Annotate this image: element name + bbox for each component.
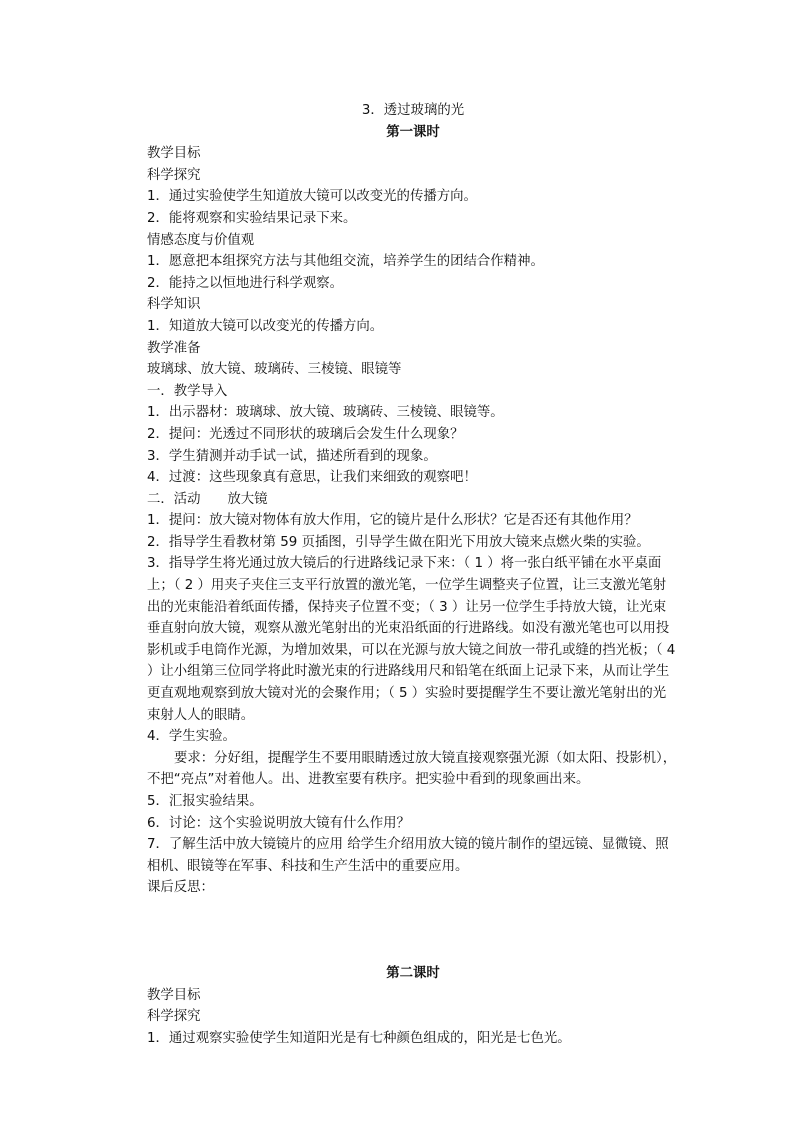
subsection-heading: 科学探究 [147, 1009, 201, 1025]
objective-item: 1．通过实验使学生知道放大镜可以改变光的传播方向。 [147, 189, 477, 205]
subsection-heading: 科学探究 [147, 167, 201, 183]
step-item: 1．出示器材：玻璃球、放大镜、玻璃砖、三棱镜、眼镜等。 [147, 405, 504, 421]
lesson-2-heading: 第二课时 [386, 965, 440, 981]
requirement-paragraph: 要求：分好组，提醒学生不要用眼睛透过放大镜直接观察强光源（如太阳、投影机），不把“亮点”对着他人。出、进教室要有秩序。把实验中看到的现象画出来。 [147, 750, 677, 788]
objective-item: 1．愿意把本组探究方法与其他组交流，培养学生的团结合作精神。 [147, 254, 544, 270]
section-heading: 教学目标 [147, 987, 201, 1003]
objective-item: 1．通过观察实验使学生知道阳光是有七种颜色组成的，阳光是七色光。 [147, 1030, 571, 1046]
objective-item: 1．知道放大镜可以改变光的传播方向。 [147, 318, 384, 334]
materials-list: 玻璃球、放大镜、玻璃砖、三棱镜、眼镜等 [147, 362, 402, 378]
step-item: 2．提问：光透过不同形状的玻璃后会发生什么现象？ [147, 426, 464, 442]
subsection-heading: 科学知识 [147, 297, 201, 313]
step-item: 5．汇报实验结果。 [147, 794, 263, 809]
document-title: 3．透过玻璃的光 [361, 103, 465, 118]
reflection-label: 课后反思： [147, 880, 214, 896]
lesson-1-heading: 第一课时 [386, 124, 440, 140]
section-heading: 二．活动 放大镜 [147, 491, 268, 507]
step-item: 4．过渡：这些现象真有意思，让我们来细致的观察吧！ [147, 470, 477, 486]
section-heading: 教学准备 [147, 340, 201, 356]
step-paragraph: 7．了解生活中放大镜镜片的应用 给学生介绍用放大镜的镜片制作的望远镜、显微镜、照相机、眼镜等在军事、科技和生产生活中的重要应用。 [147, 837, 669, 874]
step-item: 4．学生实验。 [147, 729, 236, 745]
subsection-heading: 情感态度与价值观 [147, 232, 255, 248]
section-heading: 一．教学导入 [147, 383, 228, 399]
document-body [147, 100, 679, 1049]
step-paragraph: 3．指导学生将光通过放大镜后的行进路线记录下来：（ 1 ）将一张白纸平铺在水平桌面上；（ 2 ）用夹子夹住三支平行放置的激光笔，一位学生调整夹子位置，让三支激光笔射出的光束能沿着纸面传播，保持夹子位置不变；（ 3 ）让另一位学生手持放大镜，让光束垂直射向放大镜，观察从激光笔射出的光束沿纸面的行进路线。如没有激光笔也可以用投影机或手电筒作光源，为增加效果，可以在光源与放大镜之间放一带孔或缝的挡光板；（ 4 ）让小组第三位同学将此时激光束的行进路线用尺和铅笔在纸面上记录下来，从而让学生更直观地观察到放大镜对光的会聚作用；（ 5 ）实验时要提醒学生不要让激光笔射出的光束射人人的眼睛。 [147, 556, 676, 723]
step-item: 2．指导学生看教材第 59 页插图，引导学生做在阳光下用放大镜来点燃火柴的实验。 [147, 534, 650, 550]
step-item: 3．学生猜测并动手试一试，描述所看到的现象。 [147, 448, 437, 464]
objective-item: 2．能将观察和实验结果记录下来。 [147, 210, 357, 226]
objective-item: 2．能持之以恒地进行科学观察。 [147, 275, 343, 291]
step-item: 1．提问：放大镜对物体有放大作用，它的镜片是什么形状？它是否还有其他作用？ [147, 513, 638, 529]
step-item: 6．讨论：这个实验说明放大镜有什么作用？ [147, 815, 410, 831]
spacer [147, 899, 679, 963]
section-heading: 教学目标 [147, 146, 201, 162]
